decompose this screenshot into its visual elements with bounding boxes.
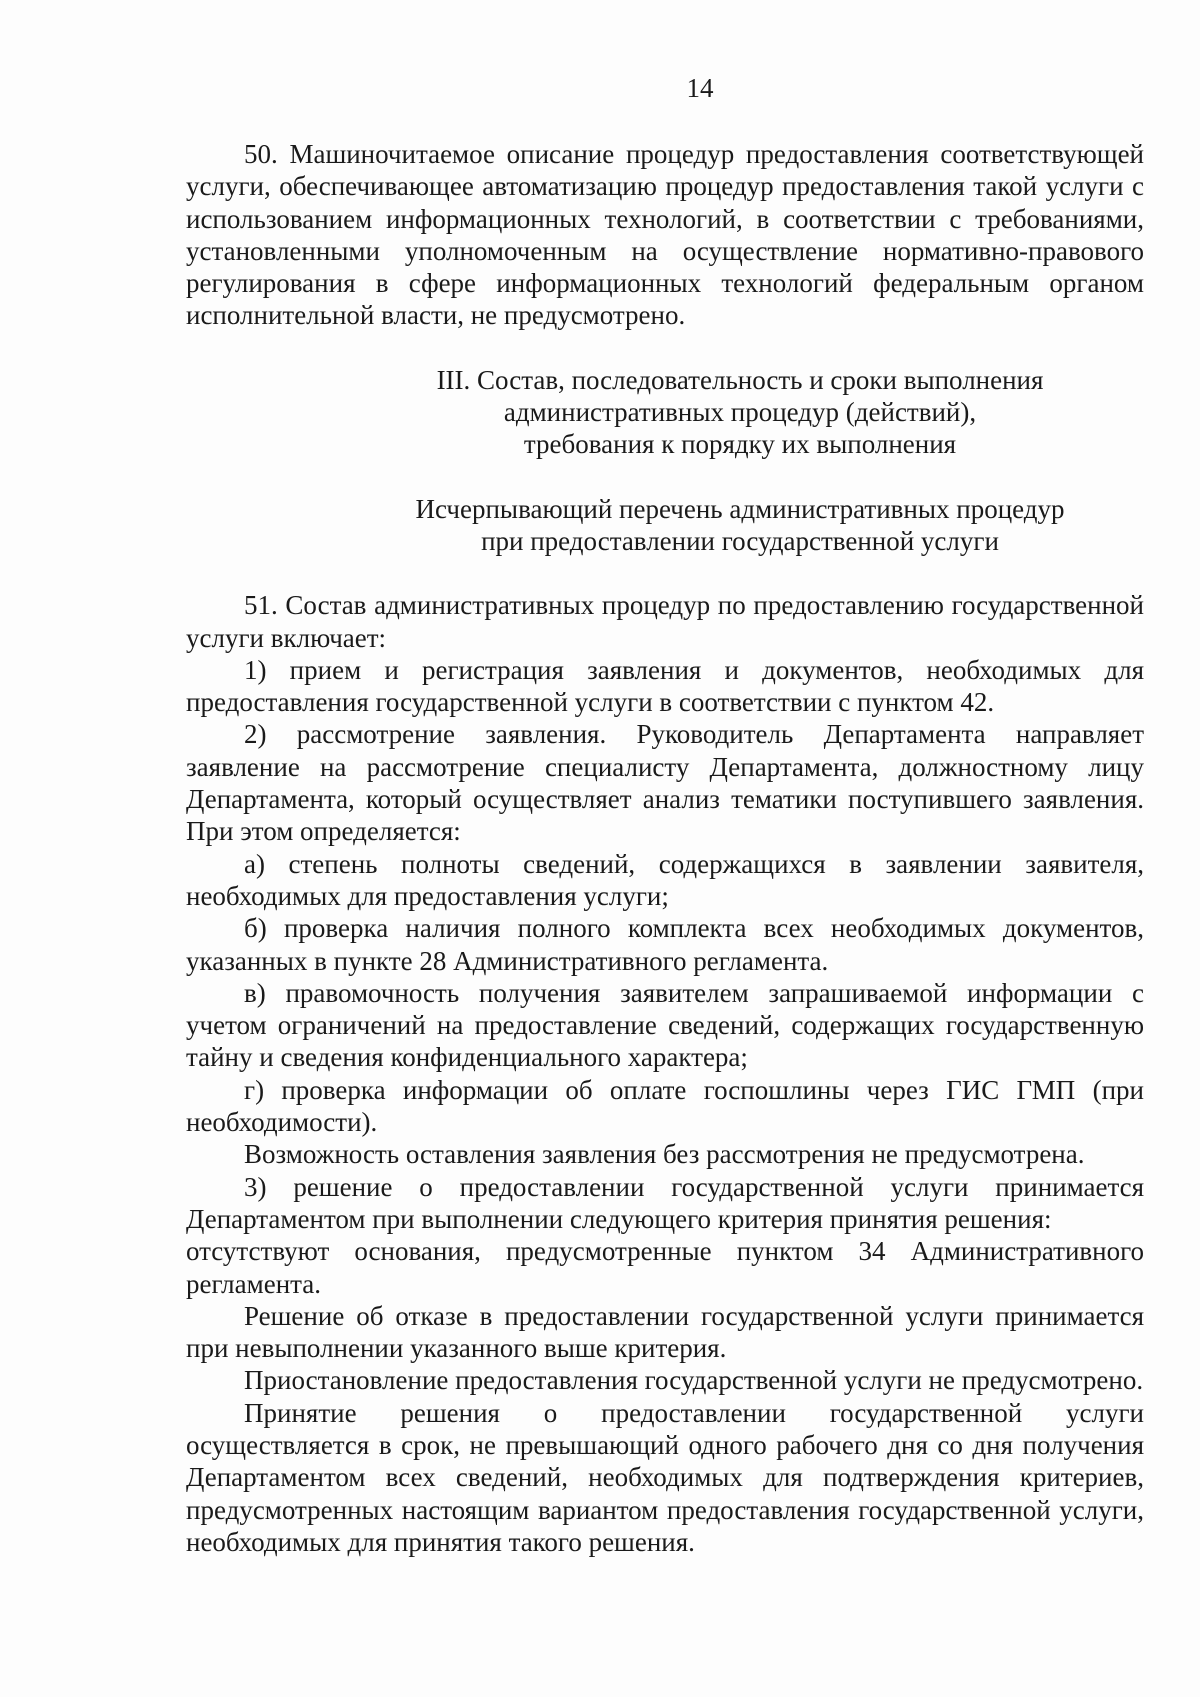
paragraph-grounds: отсутствуют основания, предусмотренные пунктом 34 Административного регламента. — [186, 1236, 1144, 1299]
section-heading-line-1: III. Состав, последовательность и сроки выполнения — [436, 364, 1044, 395]
section-heading — [186, 364, 1144, 461]
paragraph-item-a: а) степень полноты сведений, содержащихся в заявлении заявителя, необходимых для предоставления услуги; — [186, 848, 1144, 911]
paragraph-item-v: в) правомочность получения заявителем запрашиваемой информации с учетом ограничений на предоставление сведений, содержащих государственную тайну и сведения конфиденциального характера; — [186, 977, 1144, 1073]
paragraph-item-3: 3) решение о предоставлении государственной услуги принимается Департаментом при выполнении следующего критерия принятия решения: — [186, 1171, 1144, 1234]
page-number: 14 — [686, 73, 714, 103]
subheading-line-1: Исчерпывающий перечень административных процедур — [415, 493, 1065, 524]
paragraph-51: 51. Состав административных процедур по предоставлению государственной услуги включает: — [186, 590, 1144, 653]
section-heading-line-2: административных процедур (действий), — [503, 397, 977, 428]
paragraph-no-leave: Возможность оставления заявления без рассмотрения не предусмотрена. — [244, 1139, 1085, 1170]
section-heading-line-3: требования к порядку их выполнения — [523, 429, 957, 460]
paragraph-item-b: б) проверка наличия полного комплекта всех необходимых документов, указанных в пункте 28 Административного регламента. — [186, 913, 1144, 976]
paragraph-refusal: Решение об отказе в предоставлении государственной услуги принимается при невыполнении указанного выше критерия. — [186, 1300, 1144, 1364]
spacer — [186, 557, 1144, 589]
paragraph-item-g: г) проверка информации об оплате госпошлины через ГИС ГМП (при необходимости). — [186, 1074, 1144, 1138]
subheading-line-2: при предоставлении государственной услуги — [481, 525, 999, 556]
paragraph-decision-term: Принятие решения о предоставлении государственной услуги осуществляется в срок, не превышающий одного рабочего дня со дня получения Департаментом всех сведений, необходимых для подтверждения критериев, предусмотренных настоящим вариантом предоставления государственной услуги, необходимых для принятия такого решения. — [186, 1397, 1144, 1557]
subheading — [186, 493, 1144, 558]
paragraph-item-2: 2) рассмотрение заявления. Руководитель Департамента направляет заявление на рассмотрение специалисту Департамента, должностному лицу Департамента, который осуществляет анализ тематики поступившего заявления. При этом определяется: — [186, 719, 1144, 847]
document-body — [186, 138, 1144, 1558]
paragraph-suspension: Приостановление предоставления государственной услуги не предусмотрено. — [244, 1365, 1144, 1396]
paragraph-item-1: 1) прием и регистрация заявления и документов, необходимых для предоставления государственной услуги в соответствии с пунктом 42. — [186, 654, 1144, 718]
paragraph-50: 50. Машиночитаемое описание процедур предоставления соответствующей услуги, обеспечивающее автоматизацию процедур предоставления такой услуги с использованием информационных технологий, в соответствии с требованиями, установленными уполномоченным на осуществление нормативно-правового регулирования в сфере информационных технологий федеральным органом исполнительной власти, не предусмотрено. — [186, 139, 1144, 331]
